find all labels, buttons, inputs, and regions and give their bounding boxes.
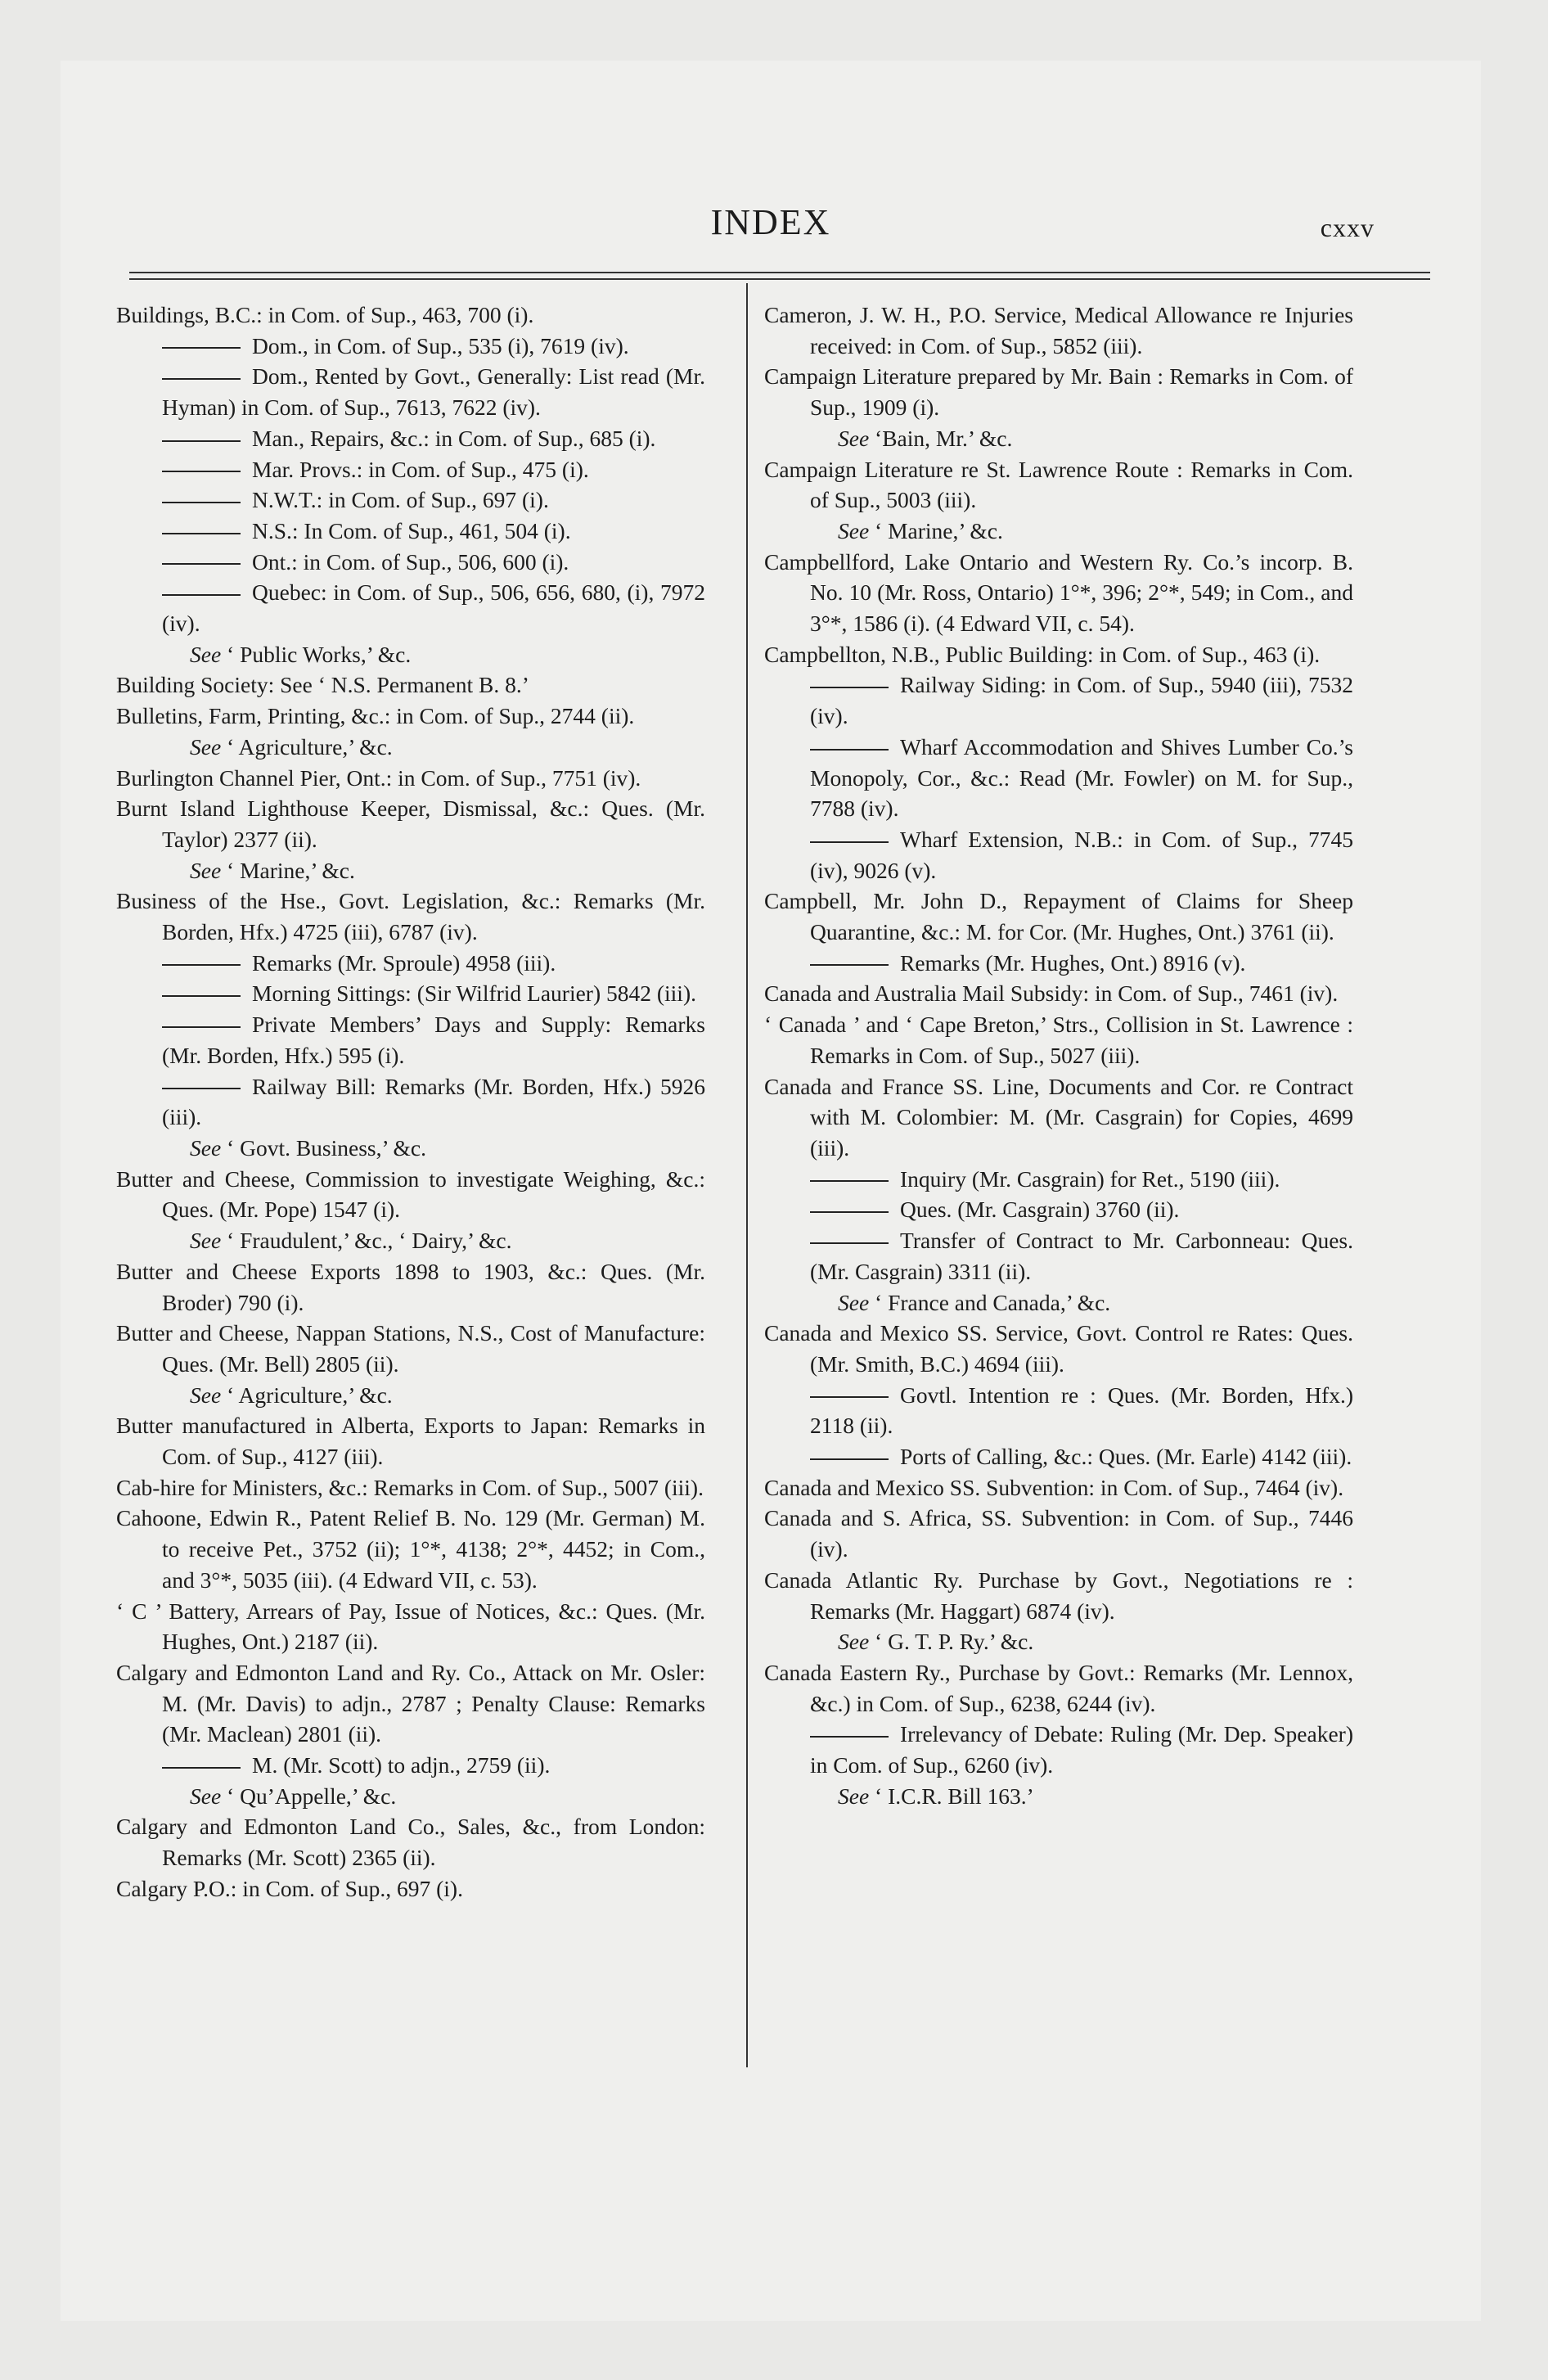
- see-target: ‘ Public Works,’ &c.: [227, 641, 412, 667]
- see-reference: [116, 1781, 705, 1812]
- ditto-dash: [162, 533, 241, 534]
- index-entry: Cameron, J. W. H., P.O. Service, Medical Allowance re Injuries received: in Com. of Sup., 5852 (iii).: [764, 302, 1353, 358]
- subentry-text: Wharf Accommodation and Shives Lumber Co.’s Monopoly, Cor., &c.: Read (Mr. Fowler) on M. for Sup., 7788 (iv).: [810, 733, 1353, 822]
- index-entry: Campaign Literature prepared by Mr. Bain : Remarks in Com. of Sup., 1909 (i).: [764, 363, 1353, 421]
- index-subentry: [116, 1750, 705, 1781]
- ditto-dash: [810, 1396, 889, 1398]
- see-reference: [116, 732, 705, 763]
- index-subentry: [764, 669, 1353, 731]
- see-target: ‘ Marine,’ &c.: [227, 857, 355, 883]
- see-label: See: [190, 1228, 222, 1254]
- subentry-text: N.S.: In Com. of Sup., 461, 504 (i).: [252, 517, 571, 543]
- index-entry: Butter manufactured in Alberta, Exports to Japan: Remarks in Com. of Sup., 4127 (iii).: [116, 1413, 705, 1470]
- see-target: ‘ France and Canada,’ &c.: [875, 1289, 1111, 1315]
- index-entry: Cahoone, Edwin R., Patent Relief B. No. 129 (Mr. German) M. to receive Pet., 3752 (ii); 1°*, 4138; 2°*, 4452; in Com., and 3°*, 5035 (iii). (4 Edward VII, c. 53).: [116, 1505, 705, 1593]
- header-rule: [129, 272, 1430, 273]
- see-target: ‘ I.C.R. Bill 163.’: [875, 1783, 1034, 1809]
- ditto-dash: [162, 347, 241, 349]
- ditto-dash: [810, 749, 889, 751]
- ditto-dash: [162, 1767, 241, 1769]
- see-target: ‘Bain, Mr.’ &c.: [875, 425, 1013, 451]
- ditto-dash: [810, 841, 889, 843]
- ditto-dash: [162, 964, 241, 966]
- index-subentry: [764, 1164, 1353, 1195]
- index-entry: Canada and Mexico SS. Service, Govt. Control re Rates: Ques. (Mr. Smith, B.C.) 4694 (iii).: [764, 1320, 1353, 1377]
- index-entry: Butter and Cheese, Nappan Stations, N.S., Cost of Manufacture: Ques. (Mr. Bell) 2805 (ii).: [116, 1320, 705, 1377]
- see-reference: [764, 423, 1353, 454]
- right-column: [764, 300, 1353, 1811]
- index-subentry: [116, 978, 705, 1009]
- index-subentry: [116, 423, 705, 454]
- subentry-text: Railway Bill: Remarks (Mr. Borden, Hfx.) 5926 (iii).: [162, 1073, 705, 1130]
- see-label: See: [838, 1629, 870, 1655]
- ditto-dash: [162, 594, 241, 596]
- index-subentry: [116, 331, 705, 362]
- see-reference: [764, 1626, 1353, 1657]
- ditto-dash: [810, 1458, 889, 1460]
- subentry-text: Inquiry (Mr. Casgrain) for Ret., 5190 (iii).: [900, 1165, 1280, 1192]
- index-entry: Calgary and Edmonton Land and Ry. Co., Attack on Mr. Osler: M. (Mr. Davis) to adjn., 2787 ; Penalty Clause: Remarks (Mr. Maclean) 2801 (ii).: [116, 1659, 705, 1747]
- ditto-dash: [810, 964, 889, 966]
- ditto-dash: [162, 378, 241, 380]
- see-target: ‘ Qu’Appelle,’ &c.: [227, 1783, 397, 1809]
- subentry-text: Govtl. Intention re : Ques. (Mr. Borden, Hfx.) 2118 (ii).: [810, 1382, 1353, 1439]
- see-target: ‘ Fraudulent,’ &c., ‘ Dairy,’ &c.: [227, 1228, 512, 1254]
- see-target: ‘ Marine,’ &c.: [875, 517, 1003, 543]
- subentry-text: Private Members’ Days and Supply: Remarks (Mr. Borden, Hfx.) 595 (i).: [162, 1012, 705, 1068]
- subentry-text: M. (Mr. Scott) to adjn., 2759 (ii).: [252, 1752, 551, 1778]
- index-entry: Calgary and Edmonton Land Co., Sales, &c., from London: Remarks (Mr. Scott) 2365 (ii).: [116, 1814, 705, 1871]
- see-label: See: [190, 857, 222, 883]
- ditto-dash: [810, 1242, 889, 1244]
- subentry-text: Ports of Calling, &c.: Ques. (Mr. Earle) 4142 (iii).: [900, 1444, 1352, 1470]
- index-entry: Cab-hire for Ministers, &c.: Remarks in Com. of Sup., 5007 (iii).: [116, 1474, 704, 1500]
- index-subentry: [764, 948, 1353, 979]
- index-subentry: [116, 948, 705, 979]
- subentry-text: Ont.: in Com. of Sup., 506, 600 (i).: [252, 548, 569, 575]
- subentry-text: Mar. Provs.: in Com. of Sup., 475 (i).: [252, 456, 589, 482]
- index-subentry: [764, 1380, 1353, 1441]
- ditto-dash: [810, 1180, 889, 1182]
- left-column: [116, 300, 705, 1904]
- see-label: See: [190, 641, 222, 667]
- see-reference: [116, 639, 705, 670]
- index-subentry: [116, 516, 705, 547]
- header-rule-double: [129, 278, 1430, 280]
- index-entry: Bulletins, Farm, Printing, &c.: in Com. of Sup., 2744 (ii).: [116, 703, 635, 729]
- index-subentry: [764, 1719, 1353, 1780]
- index-subentry: [764, 1194, 1353, 1225]
- index-subentry: [116, 577, 705, 638]
- see-reference: [764, 1781, 1353, 1812]
- subentry-text: Wharf Extension, N.B.: in Com. of Sup., 7745 (iv), 9026 (v).: [810, 826, 1353, 883]
- see-reference: [116, 1225, 705, 1256]
- index-subentry: [116, 454, 705, 485]
- index-entry: ‘ C ’ Battery, Arrears of Pay, Issue of Notices, &c.: Ques. (Mr. Hughes, Ont.) 2187 (ii).: [116, 1598, 705, 1655]
- see-reference: [764, 516, 1353, 547]
- subentry-text: Remarks (Mr. Hughes, Ont.) 8916 (v).: [900, 949, 1246, 976]
- ditto-dash: [162, 995, 241, 997]
- subentry-text: Remarks (Mr. Sproule) 4958 (iii).: [252, 949, 556, 976]
- see-label: See: [190, 1134, 222, 1161]
- index-entry: Canada Eastern Ry., Purchase by Govt.: Remarks (Mr. Lennox, &c.) in Com. of Sup., 6238, 6244 (iv).: [764, 1659, 1353, 1716]
- index-entry: Burlington Channel Pier, Ont.: in Com. of Sup., 7751 (iv).: [116, 764, 641, 791]
- index-entry: Canada Atlantic Ry. Purchase by Govt., Negotiations re : Remarks (Mr. Haggart) 6874 (iv).: [764, 1566, 1353, 1624]
- ditto-dash: [162, 440, 241, 442]
- index-entry: Campbellton, N.B., Public Building: in Com. of Sup., 463 (i).: [764, 641, 1321, 667]
- see-label: See: [838, 1783, 870, 1809]
- subentry-text: Railway Siding: in Com. of Sup., 5940 (iii), 7532 (iv).: [810, 672, 1353, 729]
- ditto-dash: [162, 1026, 241, 1028]
- index-subentry: [764, 732, 1353, 824]
- index-entry: Business of the Hse., Govt. Legislation, &c.: Remarks (Mr. Borden, Hfx.) 4725 (iii), 6787 (iv).: [116, 888, 705, 945]
- ditto-dash: [162, 1088, 241, 1089]
- index-entry: Butter and Cheese, Commission to investigate Weighing, &c.: Ques. (Mr. Pope) 1547 (i).: [116, 1165, 705, 1223]
- subentry-text: Ques. (Mr. Casgrain) 3760 (ii).: [900, 1197, 1180, 1223]
- subentry-text: Dom., Rented by Govt., Generally: List read (Mr. Hyman) in Com. of Sup., 7613, 7622 (iv).: [162, 363, 705, 421]
- see-label: See: [190, 1382, 222, 1408]
- column-divider: [746, 283, 748, 2067]
- index-subentry: [116, 1009, 705, 1071]
- see-reference: [116, 1133, 705, 1164]
- ditto-dash: [810, 1211, 889, 1213]
- index-page: [61, 61, 1481, 2321]
- index-entry: Canada and S. Africa, SS. Subvention: in Com. of Sup., 7446 (iv).: [764, 1505, 1353, 1562]
- see-label: See: [838, 425, 870, 451]
- page-title: INDEX: [710, 202, 831, 242]
- see-target: ‘ Agriculture,’ &c.: [227, 1382, 393, 1408]
- see-reference: [764, 1287, 1353, 1318]
- ditto-dash: [162, 502, 241, 503]
- index-subentry: [116, 485, 705, 516]
- ditto-dash: [810, 1736, 889, 1738]
- index-entry: Calgary P.O.: in Com. of Sup., 697 (i).: [116, 1875, 463, 1901]
- index-entry: Burnt Island Lighthouse Keeper, Dismissal, &c.: Ques. (Mr. Taylor) 2377 (ii).: [116, 796, 705, 852]
- subentry-text: Man., Repairs, &c.: in Com. of Sup., 685 (i).: [252, 425, 656, 451]
- index-entry: Campaign Literature re St. Lawrence Route : Remarks in Com. of Sup., 5003 (iii).: [764, 456, 1353, 513]
- subentry-text: N.W.T.: in Com. of Sup., 697 (i).: [252, 487, 549, 513]
- ditto-dash: [162, 563, 241, 565]
- index-entry: Buildings, B.C.: in Com. of Sup., 463, 700 (i).: [116, 302, 534, 327]
- see-reference: [116, 855, 705, 886]
- subentry-text: Quebec: in Com. of Sup., 506, 656, 680, (i), 7972 (iv).: [162, 579, 705, 637]
- index-subentry: [116, 1071, 705, 1133]
- index-subentry: [116, 361, 705, 422]
- see-label: See: [190, 733, 222, 760]
- index-entry: Campbellford, Lake Ontario and Western Ry. Co.’s incorp. B. No. 10 (Mr. Ross, Ontario) 1°*, 396; 2°*, 549; in Com., and 3°*, 1586 (i). (4 Edward VII, c. 54).: [764, 548, 1353, 637]
- subentry-text: Dom., in Com. of Sup., 535 (i), 7619 (iv).: [252, 332, 629, 358]
- see-target: ‘ Agriculture,’ &c.: [227, 733, 393, 760]
- see-reference: [116, 1380, 705, 1411]
- index-subentry: [764, 1441, 1353, 1472]
- ditto-dash: [162, 471, 241, 472]
- see-label: See: [838, 517, 870, 543]
- index-entry: ‘ Canada ’ and ‘ Cape Breton,’ Strs., Collision in St. Lawrence : Remarks in Com. of Sup., 5027 (iii).: [764, 1012, 1353, 1068]
- index-entry: Campbell, Mr. John D., Repayment of Claims for Sheep Quarantine, &c.: M. for Cor. (Mr. Hughes, Ont.) 3761 (ii).: [764, 888, 1353, 945]
- index-entry: Canada and Mexico SS. Subvention: in Com. of Sup., 7464 (iv).: [764, 1474, 1344, 1500]
- index-entry: Canada and Australia Mail Subsidy: in Com. of Sup., 7461 (iv).: [764, 980, 1339, 1007]
- subentry-text: Transfer of Contract to Mr. Carbonneau: Ques. (Mr. Casgrain) 3311 (ii).: [810, 1228, 1353, 1284]
- index-subentry: [116, 547, 705, 578]
- subentry-text: Irrelevancy of Debate: Ruling (Mr. Dep. Speaker) in Com. of Sup., 6260 (iv).: [810, 1721, 1353, 1778]
- index-entry: Canada and France SS. Line, Documents and Cor. re Contract with M. Colombier: M. (Mr. Casgrain) for Copies, 4699 (iii).: [764, 1073, 1353, 1161]
- index-subentry: [764, 1225, 1353, 1287]
- see-label: See: [838, 1289, 870, 1315]
- subentry-text: Morning Sittings: (Sir Wilfrid Laurier) 5842 (iii).: [252, 980, 696, 1007]
- see-label: See: [190, 1783, 222, 1809]
- index-entry: Butter and Cheese Exports 1898 to 1903, &c.: Ques. (Mr. Broder) 790 (i).: [116, 1258, 705, 1315]
- page-number: cxxv: [1320, 213, 1375, 242]
- index-entry: Building Society: See ‘ N.S. Permanent B. 8.’: [116, 672, 529, 698]
- ditto-dash: [810, 687, 889, 688]
- index-subentry: [764, 824, 1353, 886]
- see-target: ‘ G. T. P. Ry.’ &c.: [875, 1629, 1034, 1655]
- see-target: ‘ Govt. Business,’ &c.: [227, 1134, 426, 1161]
